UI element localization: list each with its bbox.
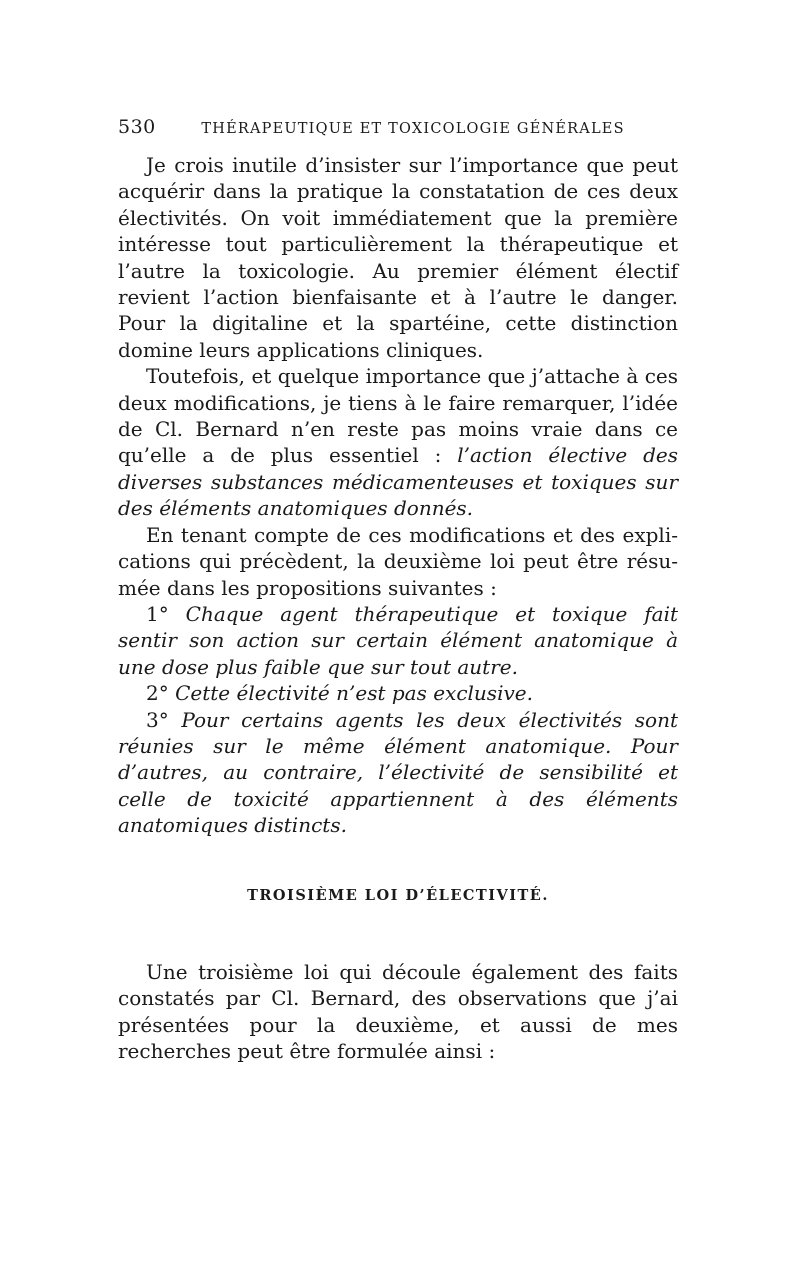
running-head bbox=[118, 116, 678, 138]
proposition-3 bbox=[118, 707, 678, 839]
proposition-2 bbox=[118, 680, 678, 706]
proposition-1-number: 1° bbox=[146, 601, 169, 626]
proposition-3-text: Pour certains agents les deux électivités sont réunies sur le même élément anatomique. Pour d’autres, au contraire, l’électivité de sensibilité et celle de toxicité appartiennent à des éléments anatomiques distincts. bbox=[118, 707, 679, 838]
running-title: THÉRAPEUTIQUE ET TOXICOLOGIE GÉNÉRALES bbox=[201, 121, 625, 137]
proposition-1 bbox=[118, 601, 678, 680]
page-body bbox=[118, 152, 678, 1065]
section-title: TROISIÈME LOI D’ÉLECTIVITÉ. bbox=[247, 886, 549, 904]
proposition-2-text: Cette électivité n’est pas exclusive. bbox=[175, 681, 533, 706]
paragraph-modifications: En tenant compte de ces modifications et des explications qui précèdent, la deuxième loi peut être résumée dans les propositions suivantes : bbox=[118, 522, 678, 600]
paragraph-toutefois-italic: l’action élective des diverses substances médicamenteuses et toxiques sur des éléments anatomiques donnés. bbox=[118, 443, 678, 521]
paragraph-toutefois bbox=[118, 363, 678, 521]
paragraph-toutefois-text: Toutefois, et quelque importance que j’attache à ces deux modifications, je tiens à le faire remarquer, l’idée de Cl. Bernard n’en reste pas moins vraie dans ce qu’elle a de plus essentiel : bbox=[118, 364, 678, 468]
page-number: 530 bbox=[118, 116, 156, 138]
paragraph-importance: Je crois inutile d’insister sur l’importance que peut acquérir dans la pratique la constatation de ces deux électivités. On voit immédiatement que la première intéresse tout particulièrement la thérapeutique et l’autre la toxicologie. Au premier élément électif revient l’action bienfaisante et à l’autre le danger. Pour la digitaline et la spartéine, cette distinction domine leurs applications cliniques. bbox=[118, 153, 678, 362]
paragraph-troisieme-loi: Une troisième loi qui découle également des faits constatés par Cl. Bernard, des observations que j’ai présentées pour la deuxième, et aussi de mes recherches peut être formulée ainsi : bbox=[118, 959, 678, 1064]
proposition-1-text: Chaque agent thérapeutique et toxique fait sentir son action sur certain élément anatomique à une dose plus faible que sur tout autre. bbox=[118, 601, 679, 679]
proposition-3-number: 3° bbox=[146, 707, 169, 732]
proposition-2-number: 2° bbox=[146, 681, 169, 706]
